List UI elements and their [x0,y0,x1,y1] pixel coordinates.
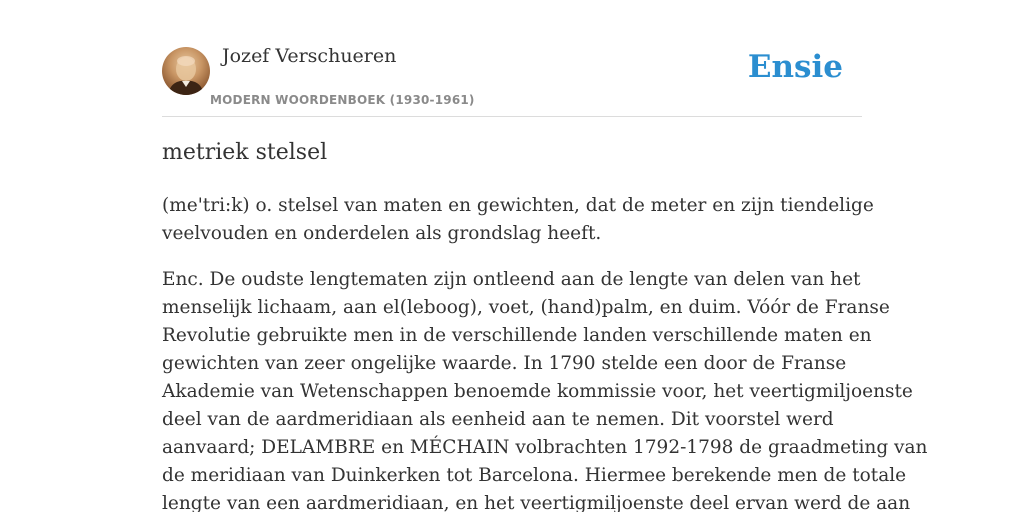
text-line: aanvaard; DELAMBRE en MÉCHAIN volbrachten 1792-1798 de graadmeting van [162,437,928,458]
text-line: menselijk lichaam, aan el(leboog), voet, (hand)palm, en duim. Vóór de Franse [162,297,890,318]
text-line: Enc. De oudste lengtematen zijn ontleend aan de lengte van delen van het [162,269,861,290]
text-line: veelvouden en onderdelen als grondslag heeft. [162,223,602,244]
definition-paragraph [162,192,874,248]
source-label[interactable]: MODERN WOORDENBOEK (1930-1961) [210,93,475,107]
text-line: Akademie van Wetenschappen benoemde kommissie voor, het veertigmiljoenste [162,381,913,402]
text-line: de meridiaan van Duinkerken tot Barcelona. Hiermee berekende men de totale [162,465,907,486]
text-line: deel van de aardmeridiaan als eenheid aan te nemen. Dit voorstel werd [162,409,834,430]
text-line: Revolutie gebruikte men in de verschillende landen verschillende maten en [162,325,872,346]
author-name[interactable]: Jozef Verschueren [222,45,397,67]
brand-logo[interactable]: Ensie [747,49,843,85]
header [162,40,862,117]
text-line: (me'tri:k) o. stelsel van maten en gewichten, dat de meter en zijn tiendelige [162,195,874,216]
author-avatar[interactable] [162,47,210,95]
portrait-icon [162,47,210,95]
entry-body [162,192,928,512]
encyclopedia-paragraph [162,266,928,512]
text-line: lengte van een aardmeridiaan, en het veertigmiljoenste deel ervan werd de aan [162,493,911,512]
entry-title: metriek stelsel [162,140,328,165]
text-line: gewichten van zeer ongelijke waarde. In 1790 stelde een door de Franse [162,353,847,374]
